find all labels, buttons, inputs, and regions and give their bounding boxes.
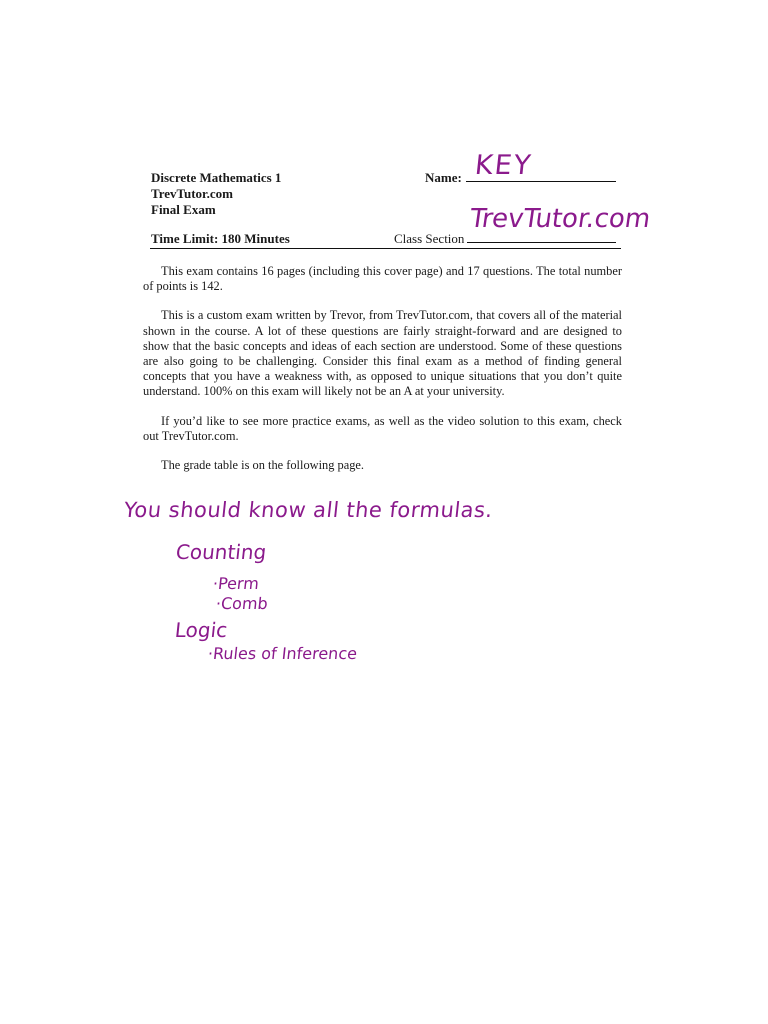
handwritten-note-rules: ·Rules of Inference — [207, 644, 359, 663]
course-title: Discrete Mathematics 1 — [151, 170, 282, 185]
class-section-label: Class Section — [394, 231, 465, 246]
exam-title: Final Exam — [151, 202, 216, 217]
time-limit: Time Limit: 180 Minutes — [151, 231, 290, 246]
name-underline — [466, 181, 616, 182]
handwritten-note-counting: Counting — [174, 540, 268, 564]
instructions-paragraph-4: The grade table is on the following page. — [161, 458, 365, 473]
handwritten-note-perm: ·Perm — [212, 574, 260, 593]
instructions — [143, 264, 622, 487]
instructions-paragraph-1: This exam contains 16 pages (including this cover page) and 17 questions. The total number of points is 142. — [143, 264, 622, 294]
handwritten-note-main: You should know all the formulas. — [122, 498, 494, 522]
name-label: Name: — [425, 170, 462, 185]
instructions-paragraph-3: If you’d like to see more practice exams, as well as the video solution to this exam, check out TrevTutor.com. — [143, 413, 622, 443]
site-name: TrevTutor.com — [151, 186, 233, 201]
handwritten-note-comb: ·Comb — [215, 594, 269, 613]
exam-header-info — [151, 170, 281, 218]
class-section-underline — [467, 242, 616, 243]
handwritten-note-logic: Logic — [173, 618, 229, 642]
instructions-paragraph-2: This is a custom exam written by Trevor, from TrevTutor.com, that covers all of the material shown in the course. A lot of these questions are fairly straight-forward and are designed to show that the basic concepts and ideas of each section are understood. Some of these questions are also going to be challenging. Consider this final exam as a method of finding general concepts that you have a weakness with, as opposed to unique situations that you don’t quite understand. 100% on this exam will likely not be an A at your university. — [143, 308, 622, 399]
class-section-handwritten-value: TrevTutor.com — [467, 204, 653, 234]
name-handwritten-value: KEY — [473, 150, 534, 181]
header-divider — [150, 248, 621, 249]
